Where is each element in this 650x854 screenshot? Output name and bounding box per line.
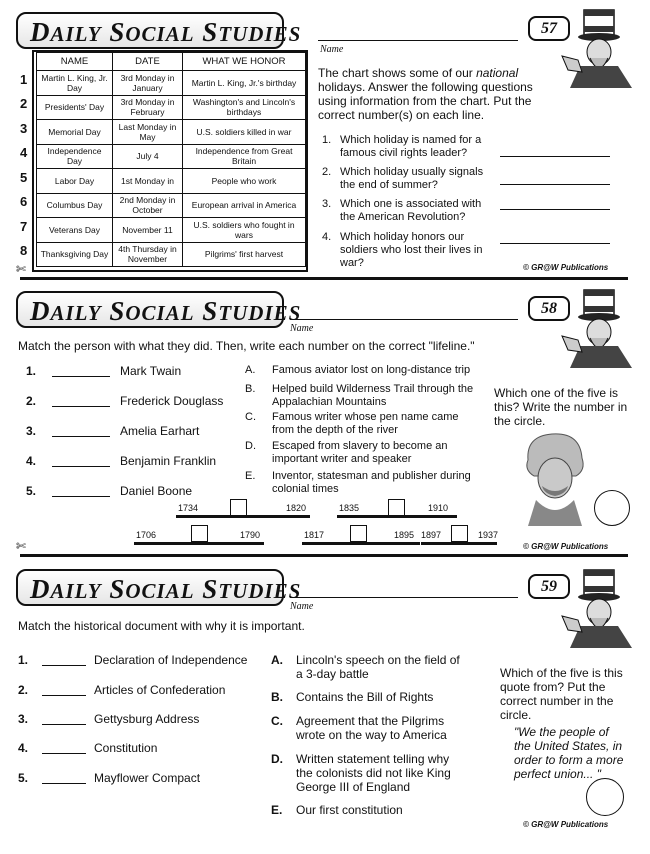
holiday-date: November 11 <box>113 218 183 243</box>
holiday-honor: Independence from Great Britain <box>183 144 306 169</box>
name-line-58[interactable] <box>290 319 518 320</box>
banner-s2: S <box>202 17 219 47</box>
banner-d: D <box>30 574 51 604</box>
answer-line-1[interactable] <box>500 156 610 157</box>
person-blank-2[interactable] <box>52 406 110 407</box>
lifeline-end: 1790 <box>240 530 261 540</box>
copyright-57: © GR@W Publications <box>523 263 609 272</box>
uncle-sam-icon <box>560 288 642 368</box>
banner-tudies: TUDIES <box>218 301 302 325</box>
answer-line-4[interactable] <box>500 243 610 244</box>
name-label-57: Name <box>320 44 344 55</box>
row-number-7: 7 <box>20 219 28 234</box>
section-number-57: 57 <box>528 16 570 41</box>
header-name: NAME <box>37 53 113 71</box>
lifeline-end: 1820 <box>286 503 307 513</box>
row-number-4: 4 <box>20 145 28 160</box>
reason-letter: C. <box>271 714 283 728</box>
name-label-59: Name <box>290 601 314 612</box>
uncle-sam-icon <box>560 568 642 648</box>
lifeline-box[interactable] <box>451 525 468 542</box>
person-number: 3. <box>26 424 37 438</box>
question-number: 1. <box>322 134 332 146</box>
intro-57-post: holidays. Answer the following questions using information from the chart. Put the correct number(s) on each line. <box>318 80 533 122</box>
doc-number: 4. <box>18 741 29 755</box>
doc-number: 3. <box>18 712 29 726</box>
banner-ocial: OCIAL <box>125 301 195 325</box>
cut-line-2 <box>20 554 628 557</box>
holiday-honor: European arrival in America <box>183 193 306 218</box>
doc-name: Constitution <box>94 741 158 755</box>
holiday-honor: U.S. soldiers killed in war <box>183 120 306 145</box>
row-number-8: 8 <box>20 243 28 258</box>
scissors-icon: ✄ <box>16 262 27 276</box>
doc-number: 5. <box>18 771 29 785</box>
table-row <box>37 242 306 267</box>
doc-number: 1. <box>18 653 29 667</box>
deed-text: Famous aviator lost on long-distance trip <box>272 364 471 376</box>
header-date: DATE <box>113 53 183 71</box>
holiday-honor: Pilgrims' first harvest <box>183 242 306 267</box>
holiday-name: Presidents' Day <box>37 95 113 120</box>
banner-s1: S <box>109 574 126 604</box>
banner-tudies: TUDIES <box>218 22 302 46</box>
doc-number: 2. <box>18 683 29 697</box>
banner-aily: AILY <box>50 22 102 46</box>
section-number-59: 59 <box>528 574 570 599</box>
banner-s1: S <box>109 296 126 326</box>
doc-name: Declaration of Independence <box>94 653 248 667</box>
lifeline-bar <box>134 542 264 545</box>
table-row <box>37 218 306 243</box>
copyright-59: © GR@W Publications <box>523 820 609 829</box>
deed-letter: C. <box>245 411 256 423</box>
intro-57-em: national <box>476 66 519 80</box>
deed-text: Escaped from slavery to become an important writer and speaker <box>272 440 448 465</box>
question-number: 2. <box>322 166 332 178</box>
banner-d: D <box>30 296 51 326</box>
table-row <box>37 95 306 120</box>
holiday-date: 2nd Monday in October <box>113 193 183 218</box>
question-text: Which holiday usually signals the end of summer? <box>340 166 484 191</box>
lifeline-box[interactable] <box>191 525 208 542</box>
holiday-name: Thanksgiving Day <box>37 242 113 267</box>
row-number-2: 2 <box>20 96 28 111</box>
person-number: 4. <box>26 454 37 468</box>
lifeline-end: 1895 <box>394 530 415 540</box>
reason-letter: B. <box>271 690 283 704</box>
row-number-5: 5 <box>20 170 28 185</box>
lifeline-box[interactable] <box>230 499 247 516</box>
lifeline-start: 1835 <box>339 503 360 513</box>
intro-58: Match the person with what they did. Then, write each number on the correct "lifeline." <box>18 339 475 353</box>
person-name: Frederick Douglass <box>120 394 224 408</box>
reason-text: Our first constitution <box>296 803 403 817</box>
person-number: 2. <box>26 394 37 408</box>
lifeline-end: 1910 <box>428 503 449 513</box>
holiday-name: Martin L. King, Jr. Day <box>37 71 113 96</box>
name-line-59[interactable] <box>290 597 518 598</box>
holiday-date: July 4 <box>113 144 183 169</box>
doc-blank-1[interactable] <box>42 665 86 666</box>
person-number: 1. <box>26 364 37 378</box>
deed-letter: D. <box>245 440 256 452</box>
holiday-name: Independence Day <box>37 144 113 169</box>
reason-text: Contains the Bill of Rights <box>296 690 434 704</box>
reason-text: Written statement telling why the colonists did not like King George III of England <box>296 752 451 794</box>
section-number-58: 58 <box>528 296 570 321</box>
reason-text: Agreement that the Pilgrims wrote on the way to America <box>296 714 447 742</box>
person-blank-4[interactable] <box>52 466 110 467</box>
lifeline-box[interactable] <box>388 499 405 516</box>
banner-58 <box>16 291 302 328</box>
holiday-date: 3rd Monday in January <box>113 71 183 96</box>
answer-circle-58[interactable] <box>594 490 630 526</box>
lifeline-start: 1817 <box>304 530 325 540</box>
person-name: Daniel Boone <box>120 484 193 498</box>
header-honor: WHAT WE HONOR <box>183 53 306 71</box>
lifeline-box[interactable] <box>350 525 367 542</box>
banner-ocial: OCIAL <box>125 22 195 46</box>
doc-blank-2[interactable] <box>42 695 86 696</box>
holiday-table <box>36 52 306 267</box>
banner-s1: S <box>109 17 126 47</box>
question-text: Which holiday is named for a famous civil rights leader? <box>340 134 482 159</box>
banner-aily: AILY <box>50 579 102 603</box>
lifeline-start: 1706 <box>136 530 157 540</box>
intro-57 <box>318 66 550 122</box>
table-row <box>37 120 306 145</box>
table-row <box>37 71 306 96</box>
lifeline-bar <box>302 542 420 545</box>
doc-name: Articles of Confederation <box>94 683 226 697</box>
question-58: Which one of the five is this? Write the number in the circle. <box>494 386 628 428</box>
holiday-honor: People who work <box>183 169 306 194</box>
copyright-58: © GR@W Publications <box>523 542 609 551</box>
answer-line-3[interactable] <box>500 209 610 210</box>
deed-letter: E. <box>245 470 256 482</box>
deed-letter: A. <box>245 364 256 376</box>
banner-tudies: TUDIES <box>218 579 302 603</box>
holiday-name: Columbus Day <box>37 193 113 218</box>
holiday-name: Labor Day <box>37 169 113 194</box>
holiday-name: Veterans Day <box>37 218 113 243</box>
question-59: Which of the five is this quote from? Put the correct number in the circle. <box>500 666 623 722</box>
banner-aily: AILY <box>50 301 102 325</box>
holiday-date: Last Monday in May <box>113 120 183 145</box>
answer-circle-59[interactable] <box>586 778 624 816</box>
doc-blank-5[interactable] <box>42 783 86 784</box>
intro-57-pre: The chart shows some of our <box>318 66 477 80</box>
reason-letter: E. <box>271 803 283 817</box>
deed-text: Inventor, statesman and publisher during colonial times <box>272 470 471 495</box>
portrait-icon <box>522 430 588 526</box>
table-header-row <box>37 53 306 71</box>
row-number-3: 3 <box>20 121 28 136</box>
holiday-date: 1st Monday in <box>113 169 183 194</box>
person-blank-1[interactable] <box>52 376 110 377</box>
doc-name: Gettysburg Address <box>94 712 200 726</box>
question-number: 4. <box>322 231 332 243</box>
holiday-date: 4th Thursday in November <box>113 242 183 267</box>
lifeline-start: 1734 <box>178 503 199 513</box>
lifeline-start: 1897 <box>421 530 442 540</box>
person-blank-5[interactable] <box>52 496 110 497</box>
doc-name: Mayflower Compact <box>94 771 201 785</box>
banner-ocial: OCIAL <box>125 579 195 603</box>
doc-blank-4[interactable] <box>42 753 86 754</box>
banner-59 <box>16 569 302 606</box>
table-row <box>37 169 306 194</box>
person-name: Benjamin Franklin <box>120 454 217 468</box>
reason-letter: A. <box>271 653 283 667</box>
person-blank-3[interactable] <box>52 436 110 437</box>
holiday-date: 3rd Monday in February <box>113 95 183 120</box>
doc-blank-3[interactable] <box>42 724 86 725</box>
table-row <box>37 193 306 218</box>
reason-letter: D. <box>271 752 283 766</box>
holiday-name: Memorial Day <box>37 120 113 145</box>
question-number: 3. <box>322 198 332 210</box>
row-number-1: 1 <box>20 72 28 87</box>
table-row <box>37 144 306 169</box>
quote-59: "We the people of the United States, in order to form a more perfect union... " <box>514 725 624 781</box>
lifeline-end: 1937 <box>478 530 499 540</box>
row-number-6: 6 <box>20 194 28 209</box>
answer-line-2[interactable] <box>500 184 610 185</box>
person-name: Mark Twain <box>120 364 182 378</box>
name-label-58: Name <box>290 323 314 334</box>
uncle-sam-icon <box>560 8 642 88</box>
question-text: Which holiday honors our soldiers who lost their lives in war? <box>340 231 483 269</box>
scissors-icon: ✄ <box>16 539 27 553</box>
deed-text: Famous writer whose pen name came from the depth of the river <box>272 411 459 436</box>
intro-59: Match the historical document with why it is important. <box>18 619 305 633</box>
banner-s2: S <box>202 296 219 326</box>
holiday-honor: U.S. soldiers who fought in wars <box>183 218 306 243</box>
banner-d: D <box>30 17 51 47</box>
reason-text: Lincoln's speech on the field of a 3-day battle <box>296 653 460 681</box>
question-text: Which one is associated with the American Revolution? <box>340 198 482 223</box>
person-name: Amelia Earhart <box>120 424 200 438</box>
cut-line-1 <box>20 277 628 280</box>
holiday-honor: Washington's and Lincoln's birthdays <box>183 95 306 120</box>
lifeline-bar <box>421 542 497 545</box>
person-number: 5. <box>26 484 37 498</box>
banner-57 <box>16 12 302 49</box>
deed-letter: B. <box>245 383 256 395</box>
banner-s2: S <box>202 574 219 604</box>
name-line-57[interactable] <box>318 40 518 41</box>
holiday-honor: Martin L. King, Jr.'s birthday <box>183 71 306 96</box>
deed-text: Helped build Wilderness Trail through the Appalachian Mountains <box>272 383 474 408</box>
